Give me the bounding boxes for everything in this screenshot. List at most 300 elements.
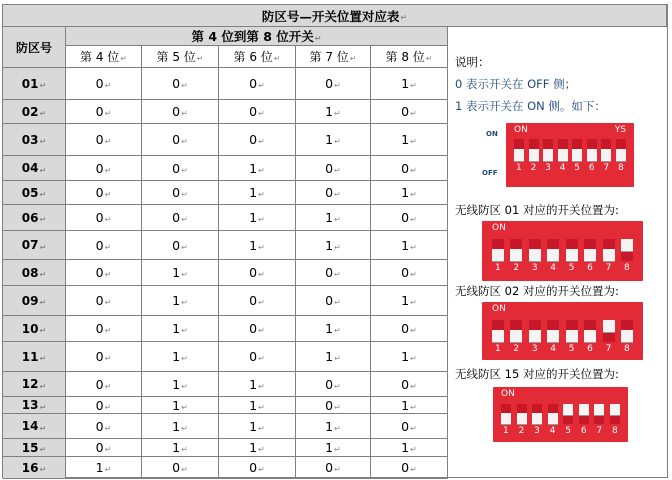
return-mark-icon: ↵ (39, 165, 47, 175)
switch-number-label: 4 (550, 263, 557, 273)
switch-bit-cell (219, 68, 296, 100)
zone-number-cell-text: 01 (21, 76, 39, 91)
switch-bit-cell-text: 1 (172, 349, 181, 364)
switch-bit-cell (371, 316, 448, 342)
return-mark-icon: ↵ (39, 270, 47, 279)
switch-number-label: 5 (574, 163, 581, 173)
zone-number-cell-text: 16 (21, 460, 39, 475)
switch-bit-cell-text: 0 (95, 185, 104, 200)
return-mark-icon: ↵ (334, 423, 341, 433)
switch-bit-cell (296, 181, 371, 205)
zone-number-cell (3, 414, 66, 439)
return-mark-icon: ↵ (410, 381, 417, 391)
switch-bit-cell-text: 1 (325, 132, 334, 147)
switch-bit-cell-text: 1 (172, 321, 181, 336)
switch-bit-cell (66, 68, 142, 100)
dip-switch-lever (492, 320, 504, 342)
switch-bit-cell (66, 124, 142, 156)
switch-bit-cell (142, 260, 219, 286)
zone-column-header (3, 27, 66, 68)
zone-number-cell-text: 03 (21, 132, 39, 147)
return-mark-icon: ↵ (181, 137, 188, 146)
switch-bit-cell-text: 0 (325, 185, 334, 200)
switch-bit-cell (296, 68, 371, 100)
switch-bit-cell-text: 0 (325, 460, 334, 475)
table-title-text: 防区号—开关位置对应表 (261, 8, 400, 24)
switch-number-label: 6 (587, 263, 593, 273)
return-mark-icon: ↵ (334, 270, 341, 279)
switch-number-label: 2 (513, 344, 520, 354)
zone-number-cell-text: 14 (21, 419, 39, 433)
switch-number-label: 7 (605, 263, 612, 273)
switch-bit-cell (296, 372, 371, 397)
switch-bit-cell (296, 316, 371, 342)
return-mark-icon: ↵ (104, 423, 112, 433)
return-mark-icon: ↵ (334, 109, 341, 118)
return-mark-icon: ↵ (104, 354, 112, 363)
return-mark-icon: ↵ (410, 109, 417, 118)
switch-knob (510, 330, 522, 343)
zone-number-cell (3, 181, 66, 205)
return-mark-icon: ↵ (258, 165, 265, 175)
switch-knob (616, 149, 626, 162)
switch-bit-cell (66, 439, 142, 457)
switch-bit-cell-text: 1 (249, 160, 258, 176)
switch-bit-cell-text: 0 (249, 76, 258, 91)
switch-bit-cell (371, 342, 448, 372)
return-mark-icon: ↵ (334, 81, 341, 90)
switch-bit-cell-text: 1 (172, 293, 181, 308)
return-mark-icon: ↵ (104, 81, 112, 90)
notes-line-on: 1 表示开关在 ON 侧。如下： (455, 99, 606, 113)
switch-knob (584, 330, 596, 343)
switch-group-header-text: 第 4 位到第 8 位开关 (191, 29, 314, 44)
zone-number-cell-text: 11 (21, 349, 39, 364)
zone-number-cell (3, 457, 66, 479)
switch-knob (529, 249, 541, 262)
switch-bit-cell-text: 1 (95, 460, 104, 475)
switch-bit-cell (66, 231, 142, 260)
zone-number-cell (3, 156, 66, 181)
return-mark-icon: ↵ (314, 33, 322, 43)
return-mark-icon: ↵ (104, 270, 112, 279)
return-mark-icon: ↵ (258, 109, 265, 118)
switch-number-label: 5 (568, 344, 575, 354)
dip-switch-lever (621, 239, 633, 261)
switch-bit-cell-text: 0 (325, 160, 334, 176)
switch-bit-cell (371, 260, 448, 286)
switch-bit-cell-text: 0 (95, 349, 104, 364)
switch-number-label: 1 (495, 344, 501, 354)
switch-bit-cell (296, 231, 371, 260)
return-mark-icon: ↵ (39, 423, 47, 433)
return-mark-icon: ↵ (410, 81, 417, 90)
switch-bit-cell (142, 68, 219, 100)
return-mark-icon: ↵ (104, 298, 112, 307)
zone-number-cell (3, 260, 66, 286)
switch-bit-cell-text: 0 (95, 321, 104, 336)
dip-switch-lever (510, 320, 522, 342)
switch-bit-cell (371, 124, 448, 156)
switch-bit-cell (219, 342, 296, 372)
switch-bit-cell (142, 205, 219, 231)
switch-bit-cell (66, 100, 142, 124)
switch-knob (543, 149, 553, 162)
switch-bit-cell (219, 156, 296, 181)
dip-switch-lever (529, 139, 539, 161)
switch-knob (594, 404, 604, 416)
switch-number-label: 3 (531, 263, 538, 273)
return-mark-icon: ↵ (334, 165, 341, 175)
return-mark-icon: ↵ (181, 165, 188, 175)
notes-line-off: 0 表示开关在 OFF 侧； (455, 77, 577, 91)
return-mark-icon: ↵ (410, 215, 417, 224)
switch-bit-cell-text: 0 (401, 321, 410, 336)
switch-bit-cell (371, 68, 448, 100)
return-mark-icon: ↵ (334, 354, 341, 363)
switch-bit-cell-text: 0 (325, 376, 334, 392)
switch-bit-cell-text: 1 (172, 418, 181, 434)
return-mark-icon: ↵ (258, 326, 265, 335)
switch-knob (621, 239, 633, 252)
zone-number-cell-text: 15 (21, 440, 39, 455)
switch-bit-cell-text: 0 (325, 293, 334, 308)
switch-number-label: 4 (559, 163, 566, 173)
switch-number-label: 2 (518, 426, 525, 436)
return-mark-icon: ↵ (410, 270, 417, 279)
zone-number-cell-text: 13 (21, 398, 39, 412)
return-mark-icon: ↵ (104, 242, 112, 252)
caption-zone-01: 无线防区 01 对应的开关位置为: (455, 203, 619, 217)
switch-on-marking: ON (492, 223, 506, 233)
return-mark-icon: ↵ (104, 190, 112, 199)
switch-bit-cell-text: 0 (249, 349, 258, 364)
switch-knob (563, 404, 573, 416)
notes-heading: 说明： (455, 55, 490, 69)
switch-bit-cell (219, 372, 296, 397)
return-mark-icon: ↵ (39, 402, 47, 412)
return-mark-icon: ↵ (410, 190, 417, 199)
return-mark-icon: ↵ (334, 402, 341, 412)
switch-bit-cell (371, 205, 448, 231)
switch-bit-cell-text: 1 (249, 440, 258, 455)
return-mark-icon: ↵ (258, 137, 265, 146)
return-mark-icon: ↵ (334, 298, 341, 307)
switch-bit-cell (296, 156, 371, 181)
return-mark-icon: ↵ (181, 298, 188, 307)
return-mark-icon: ↵ (410, 242, 417, 252)
switch-bit-cell (219, 286, 296, 316)
switch-knob (584, 249, 596, 262)
switch-bit-cell (142, 414, 219, 439)
switch-group-header (66, 27, 448, 46)
switch-bit-cell-text: 0 (401, 104, 410, 119)
switch-bit-cell-text: 0 (172, 132, 181, 147)
dip-switch-lever (566, 320, 578, 342)
return-mark-icon: ↵ (400, 13, 408, 22)
return-mark-icon: ↵ (181, 354, 188, 363)
zone-number-cell-text: 12 (21, 377, 39, 391)
switch-bit-cell-text: 0 (249, 265, 258, 280)
dip-switch-lever (532, 404, 542, 424)
switch-number-label: 4 (550, 344, 557, 354)
dip-switch-lever (610, 404, 620, 424)
return-mark-icon: ↵ (181, 242, 188, 252)
zone-number-cell-text: 07 (21, 238, 39, 252)
switch-bit-cell-text: 0 (325, 76, 334, 91)
return-mark-icon: ↵ (334, 445, 341, 454)
return-mark-icon: ↵ (39, 298, 47, 307)
switch-bit-cell-text: 1 (325, 349, 334, 364)
dip-switch-lever (594, 404, 604, 424)
switch-knob (603, 320, 615, 333)
switch-bit-cell (142, 231, 219, 260)
return-mark-icon: ↵ (181, 190, 188, 199)
switch-bit-cell-text: 0 (172, 210, 181, 225)
switch-number-label: 1 (495, 263, 501, 273)
switch-bit-cell-text: 1 (325, 237, 334, 253)
dip-switch-lever (616, 139, 626, 161)
switch-bit-cell-text: 0 (172, 185, 181, 200)
switch-bit-cell-text: 0 (95, 210, 104, 225)
zone-number-cell-text: 10 (21, 321, 39, 336)
switch-bit-cell-text: 0 (95, 376, 104, 392)
bit-column-header-text: 第 4 位 (80, 50, 120, 64)
return-mark-icon: ↵ (181, 326, 188, 335)
switch-bit-cell-text: 0 (249, 293, 258, 308)
switch-knob (579, 404, 589, 416)
switch-bit-cell (296, 439, 371, 457)
return-mark-icon: ↵ (104, 215, 112, 224)
switch-bit-cell-text: 0 (401, 265, 410, 280)
switch-bit-cell (66, 181, 142, 205)
caption-zone-02: 无线防区 02 对应的开关位置为: (455, 284, 619, 298)
switch-bit-cell (66, 316, 142, 342)
switch-number-label: 8 (624, 344, 630, 354)
switch-bit-cell (142, 156, 219, 181)
legend-off-label: OFF (482, 169, 498, 177)
switch-bit-cell-text: 1 (172, 376, 181, 392)
switch-bit-cell (371, 372, 448, 397)
switch-brand-marking: YS (614, 125, 626, 135)
bit-column-header (296, 46, 371, 68)
bit-column-header-text: 第 5 位 (156, 50, 196, 64)
return-mark-icon: ↵ (258, 270, 265, 279)
switch-knob (566, 330, 578, 343)
switch-bit-cell (219, 397, 296, 414)
return-mark-icon: ↵ (410, 423, 417, 433)
dip-switch-lever (584, 239, 596, 261)
zone-number-cell (3, 68, 66, 100)
switch-number-label: 4 (549, 426, 556, 436)
switch-number-label: 5 (565, 426, 572, 436)
switch-bit-cell-text: 1 (249, 397, 258, 413)
switch-bit-cell (66, 397, 142, 414)
return-mark-icon: ↵ (410, 354, 417, 363)
switch-number-label: 3 (531, 344, 538, 354)
dip-switch-zone-02-photo (482, 302, 643, 360)
switch-bit-cell (219, 457, 296, 479)
return-mark-icon: ↵ (196, 54, 204, 63)
switch-knob (514, 149, 524, 162)
switch-knob (587, 149, 597, 162)
dip-switch-lever (572, 139, 582, 161)
switch-bit-cell-text: 0 (95, 237, 104, 253)
switch-number-label: 3 (545, 163, 551, 173)
switch-bit-cell (371, 156, 448, 181)
return-mark-icon: ↵ (120, 54, 127, 63)
return-mark-icon: ↵ (39, 215, 47, 224)
switch-bit-cell-text: 0 (401, 160, 410, 176)
switch-bit-cell (371, 414, 448, 439)
return-mark-icon: ↵ (181, 109, 188, 118)
dip-switch-zone-15-photo (493, 387, 628, 442)
zone-number-cell-text: 09 (21, 293, 39, 308)
switch-bit-cell (371, 181, 448, 205)
return-mark-icon: ↵ (258, 81, 265, 90)
switch-bit-cell-text: 0 (172, 76, 181, 91)
dip-switch-lever (584, 320, 596, 342)
switch-bit-cell (142, 439, 219, 457)
switch-number-label: 1 (516, 163, 522, 173)
dip-switch-lever (492, 239, 504, 261)
switch-bit-cell-text: 1 (401, 132, 410, 147)
return-mark-icon: ↵ (258, 402, 265, 412)
return-mark-icon: ↵ (410, 137, 417, 146)
switch-bit-cell-text: 1 (325, 210, 334, 225)
switch-bit-cell (66, 457, 142, 479)
return-mark-icon: ↵ (104, 465, 112, 474)
return-mark-icon: ↵ (349, 54, 357, 63)
switch-bit-cell-text: 0 (249, 104, 258, 119)
switch-bit-cell-text: 1 (172, 397, 181, 413)
return-mark-icon: ↵ (410, 298, 417, 307)
switch-number-label: 6 (588, 163, 595, 173)
switch-bit-cell-text: 1 (401, 440, 410, 455)
switch-bit-cell-text: 0 (95, 418, 104, 434)
return-mark-icon: ↵ (104, 137, 112, 146)
switch-bit-cell (219, 439, 296, 457)
dip-switch-lever (603, 239, 615, 261)
switch-knob (492, 330, 504, 343)
return-mark-icon: ↵ (410, 326, 417, 335)
return-mark-icon: ↵ (334, 465, 341, 474)
switch-knob (492, 249, 504, 262)
switch-knob (517, 413, 527, 425)
return-mark-icon: ↵ (181, 270, 188, 279)
switch-bit-cell-text: 0 (249, 321, 258, 336)
bit-column-header-text: 第 6 位 (233, 50, 273, 64)
switch-bit-cell (66, 342, 142, 372)
switch-knob (601, 149, 611, 162)
return-mark-icon: ↵ (39, 326, 47, 335)
switch-knob (547, 249, 559, 262)
switch-bit-cell-text: 0 (401, 418, 410, 434)
return-mark-icon: ↵ (258, 465, 265, 474)
switch-bit-cell-text: 0 (95, 397, 104, 413)
switch-bit-cell-text: 0 (325, 265, 334, 280)
bit-column-header (142, 46, 219, 68)
dip-switch-legend-photo (506, 123, 634, 187)
return-mark-icon: ↵ (39, 190, 47, 199)
switch-knob (529, 330, 541, 343)
switch-knob (558, 149, 568, 162)
switch-bit-cell (66, 260, 142, 286)
switch-knob (532, 413, 542, 425)
switch-bit-cell (219, 414, 296, 439)
switch-number-label: 6 (587, 344, 593, 354)
switch-bit-cell-text: 1 (325, 440, 334, 455)
dip-switch-lever (514, 139, 524, 161)
switch-bit-cell (219, 124, 296, 156)
table-title (3, 5, 667, 27)
return-mark-icon: ↵ (39, 381, 47, 391)
switch-knob (621, 330, 633, 343)
switch-bit-cell (142, 372, 219, 397)
bit-column-header-text: 第 7 位 (309, 50, 349, 64)
switch-bit-cell-text: 1 (249, 418, 258, 434)
switch-on-marking: ON (501, 389, 515, 399)
switch-number-label: 2 (530, 163, 537, 173)
zone-number-cell (3, 397, 66, 414)
switch-bit-cell (371, 231, 448, 260)
switch-bit-cell-text: 0 (95, 293, 104, 308)
return-mark-icon: ↵ (334, 190, 341, 199)
return-mark-icon: ↵ (39, 81, 47, 90)
switch-bit-cell (296, 260, 371, 286)
return-mark-icon: ↵ (258, 381, 265, 391)
dip-switch-lever (547, 320, 559, 342)
dip-switch-lever (601, 139, 611, 161)
return-mark-icon: ↵ (258, 298, 265, 307)
switch-bit-cell-text: 1 (401, 293, 410, 308)
return-mark-icon: ↵ (410, 165, 417, 175)
switch-bit-cell-text: 0 (249, 132, 258, 147)
switch-bit-cell (219, 100, 296, 124)
switch-number-label: 6 (580, 426, 587, 436)
dip-switch-lever (501, 404, 511, 424)
return-mark-icon: ↵ (39, 137, 47, 146)
switch-number-label: 2 (513, 263, 520, 273)
switch-bit-cell-text: 1 (172, 440, 181, 455)
return-mark-icon: ↵ (39, 445, 47, 454)
switch-bit-cell-text: 0 (325, 397, 334, 413)
bit-column-header-text: 第 8 位 (385, 50, 425, 64)
switch-bit-cell-text: 1 (401, 397, 410, 413)
return-mark-icon: ↵ (39, 242, 47, 252)
switch-bit-cell-text: 0 (172, 104, 181, 119)
switch-bit-cell (371, 397, 448, 414)
switch-bit-cell-text: 1 (249, 237, 258, 253)
dip-switch-lever (529, 239, 541, 261)
return-mark-icon: ↵ (104, 165, 112, 175)
return-mark-icon: ↵ (258, 354, 265, 363)
switch-knob (547, 330, 559, 343)
return-mark-icon: ↵ (104, 326, 112, 335)
zone-number-cell (3, 316, 66, 342)
switch-bit-cell (296, 124, 371, 156)
switch-number-label: 5 (568, 263, 575, 273)
return-mark-icon: ↵ (258, 445, 265, 454)
zone-number-cell (3, 286, 66, 316)
switch-bit-cell (66, 286, 142, 316)
return-mark-icon: ↵ (273, 54, 281, 63)
return-mark-icon: ↵ (258, 242, 265, 252)
bit-column-header (66, 46, 142, 68)
switch-bit-cell-text: 0 (95, 265, 104, 280)
dip-switch-lever (563, 404, 573, 424)
switch-bit-cell-text: 1 (249, 376, 258, 392)
